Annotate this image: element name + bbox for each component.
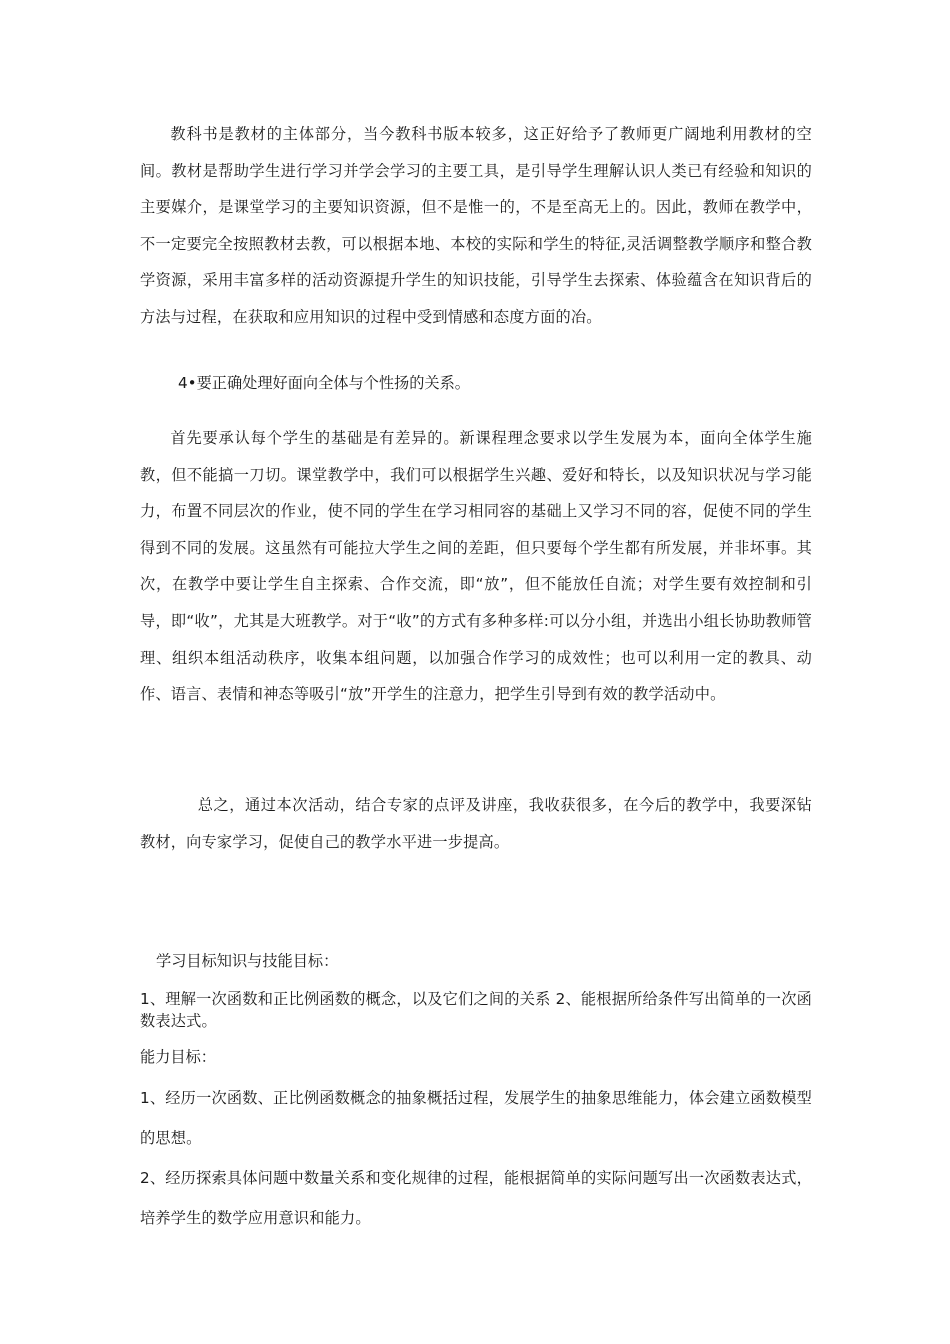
objective-item-2: 1、经历一次函数、正比例函数概念的抽象概括过程，发展学生的抽象思维能力，体会建立函数模型的思想。 <box>140 1089 812 1147</box>
objective-item-3: 2、经历探索具体问题中数量关系和变化规律的过程，能根据简单的实际问题写出一次函数表达式，培养学生的数学应用意识和能力。 <box>140 1169 812 1227</box>
paragraph-textbook-usage: 教科书是教材的主体部分，当今教科书版本较多，这正好给予了教师更广阔地利用教材的空间。教材是帮助学生进行学习并学会学习的主要工具，是引导学生理解认识人类已有经验和知识的主要媒介，是课堂学习的主要知识资源，但不是惟一的，不是至高无上的。因此，教师在教学中，不一定要完全按照教材去教，可以根据本地、本校的实际和学生的特征,灵活调整教学顺序和整合教学资源，采用丰富多样的活动资源提升学生的知识技能，引导学生去探索、体验蕴含在知识背后的方法与过程，在获取和应用知识的过程中受到情感和态度方面的冶。 <box>140 125 812 326</box>
section-heading-4: 4•要正确处理好面向全体与个性扬的关系。 <box>178 374 470 392</box>
objectives-title: 学习目标知识与技能目标： <box>156 952 339 970</box>
paragraph-summary: 总之，通过本次活动，结合专家的点评及讲座，我收获很多，在今后的教学中，我要深钻教材，向专家学习，促使自己的教学水平进一步提高。 <box>140 796 812 851</box>
paragraph-individual-differences: 首先要承认每个学生的基础是有差异的。新课程理念要求以学生发展为本，面向全体学生施教，但不能搞一刀切。课堂教学中，我们可以根据学生兴趣、爱好和特长，以及知识状况与学习能力，布置不同层次的作业，使不同的学生在学习相同容的基础上又学习不同的容，促使不同的学生得到不同的发展。这虽然有可能拉大学生之间的差距，但只要每个学生都有所发展，并非坏事。其次，在教学中要让学生自主探索、合作交流，即“放”，但不能放任自流；对学生要有效控制和引导，即“收”，尤其是大班教学。对于“收”的方式有多种多样:可以分小组，并选出小组长协助教师管理、组织本组活动秩序，收集本组问题，以加强合作学习的成效性；也可以利用一定的教具、动作、语言、表情和神态等吸引“放”开学生的注意力，把学生引导到有效的教学活动中。 <box>140 429 812 704</box>
objective-item-1: 1、理解一次函数和正比例函数的概念，以及它们之间的关系 2、能根据所给条件写出简单的一次函数表达式。 <box>140 990 812 1030</box>
ability-objectives-title: 能力目标： <box>140 1048 216 1066</box>
